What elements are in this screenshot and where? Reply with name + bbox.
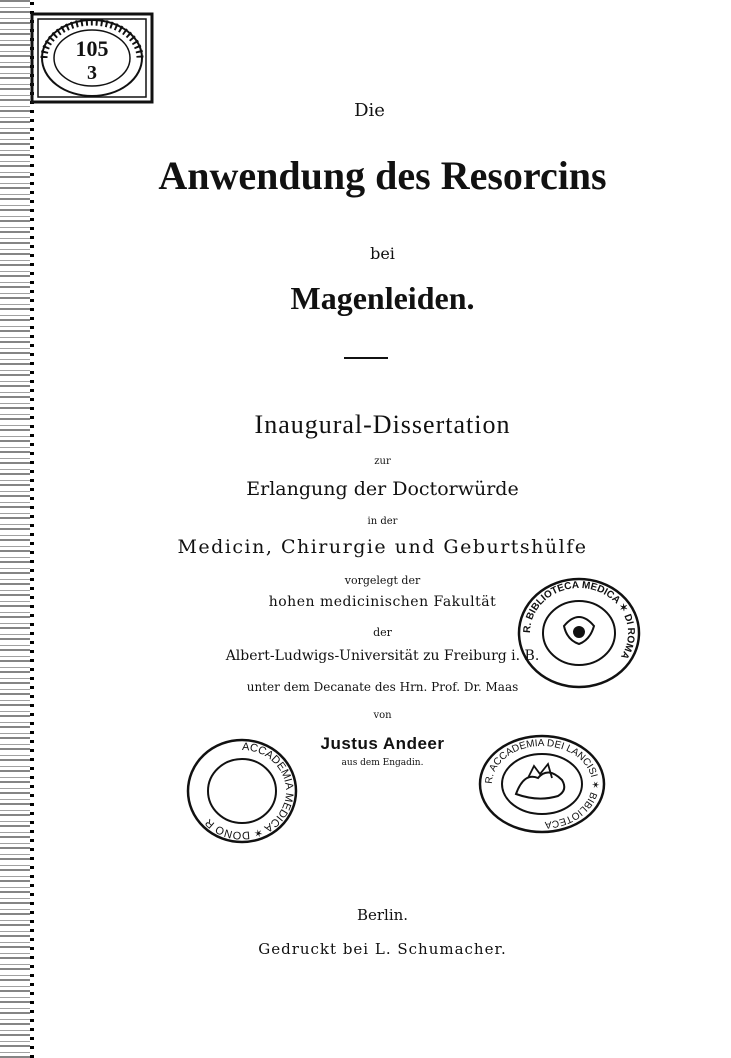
shelfmark-number-top: 105 xyxy=(75,36,109,61)
biblioteca-stamp xyxy=(516,576,642,690)
lancisi-stamp-text: R. ACCADEMIA DEI LANCISI ✶ BIBLIOTECA xyxy=(483,737,601,830)
dean-line: unter dem Decanate des Hrn. Prof. Dr. Maas xyxy=(246,680,519,694)
shelfmark-stamp xyxy=(30,12,154,104)
dissertation-heading: Inaugural-Dissertation xyxy=(254,410,511,439)
faculty-name: hohen medicinischen Fakultät xyxy=(268,594,497,610)
faculty-subjects: Medicin, Chirurgie und Geburtshülfe xyxy=(177,536,588,558)
biblioteca-stamp-text: R. BIBLIOTECA MEDICA ✶ DI ROMA xyxy=(521,579,637,661)
publication-place: Berlin. xyxy=(356,906,409,924)
presented-to: vorgelegt der xyxy=(344,574,421,587)
author-name: Justus Andeer xyxy=(320,734,445,753)
dissertation-zur: zur xyxy=(374,456,391,467)
lancisi-stamp xyxy=(478,734,606,834)
degree-purpose: Erlangung der Doctorwürde xyxy=(246,478,519,500)
page-title: Anwendung des Resorcins xyxy=(158,153,607,198)
author-origin: aus dem Engadin. xyxy=(341,758,424,768)
dissertation-in-der: in der xyxy=(367,516,398,527)
dono-stamp-text: ACCADEMIA MEDICA ✶ DONO R xyxy=(203,740,296,842)
accademia-dono-stamp xyxy=(186,738,298,844)
university-name: Albert-Ludwigs-Universität zu Freiburg i. B. xyxy=(225,648,540,664)
book-spine-edge xyxy=(0,0,34,1058)
title-divider xyxy=(344,357,388,359)
dissertation-von: von xyxy=(373,710,392,721)
title-connector: bei xyxy=(370,244,395,263)
dissertation-der: der xyxy=(373,626,392,639)
shelfmark-number-bottom: 3 xyxy=(87,62,97,84)
title-subject: Magenleiden. xyxy=(290,280,475,316)
printer-line: Gedruckt bei L. Schumacher. xyxy=(258,940,507,958)
title-prefix: Die xyxy=(354,100,385,121)
